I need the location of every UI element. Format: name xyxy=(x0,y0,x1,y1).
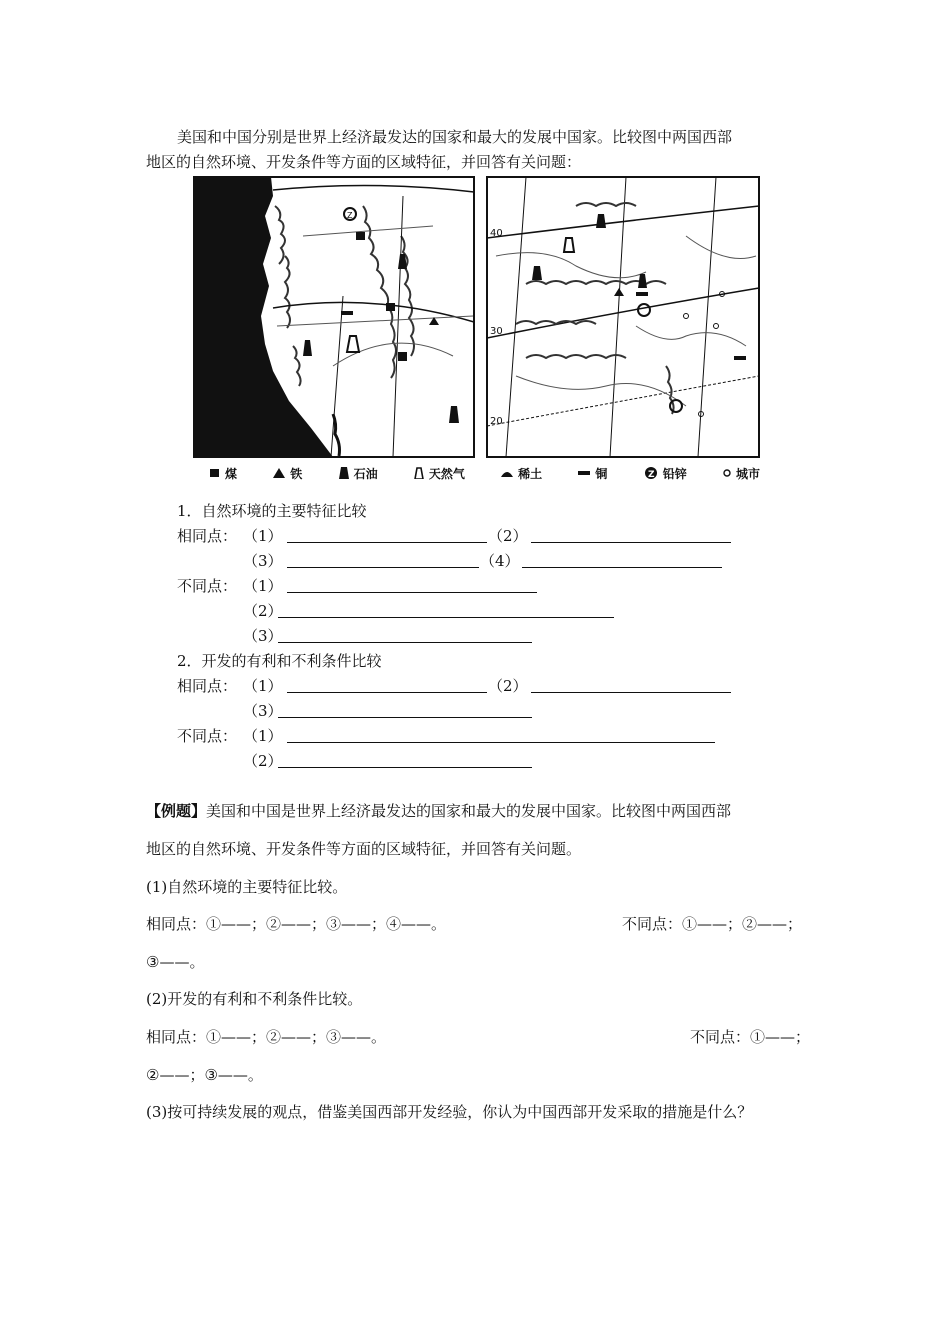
q1-same-label: 相同点： xyxy=(177,527,238,545)
q2-same-blank-2[interactable] xyxy=(531,692,731,693)
example-p1-diff: 不同点：①——；②——； xyxy=(622,915,803,933)
legend-coal: 煤 xyxy=(210,465,237,482)
legend-rare-earth: 稀土 xyxy=(501,465,542,482)
q1-same-n3: （3） xyxy=(243,552,283,570)
china-west-map xyxy=(486,176,760,458)
q2-diff-label: 不同点： xyxy=(177,727,238,745)
svg-text:Z: Z xyxy=(647,470,655,480)
lat-label-20: 20 xyxy=(490,416,503,427)
q1-diff-n2: （2） xyxy=(243,602,283,620)
intro-line-1: 美国和中国分别是世界上经济最发达的国家和最大的发展中国家。比较图中两国西部 xyxy=(177,128,733,146)
example-line-2: 地区的自然环境、开发条件等方面的区域特征，并回答有关问题。 xyxy=(146,840,582,858)
q2-diff-blank-2[interactable] xyxy=(278,767,532,768)
q1-same-n4: （4） xyxy=(480,552,520,570)
legend-lead-zinc: Z 铅锌 xyxy=(644,465,687,482)
q1-same-blank-2[interactable] xyxy=(531,542,731,543)
example-tag: 【例题】 xyxy=(146,802,207,820)
q1-title: 1．自然环境的主要特征比较 xyxy=(177,502,367,520)
q2-same-blank-1[interactable] xyxy=(287,692,487,693)
example-p1: (1)自然环境的主要特征比较。 xyxy=(146,878,348,896)
q1-same-blank-4[interactable] xyxy=(522,567,722,568)
usa-west-map xyxy=(193,176,475,458)
example-p2-cont: ②——；③——。 xyxy=(146,1066,263,1084)
iron-triangle-icon xyxy=(273,468,285,478)
q2-diff-n1: （1） xyxy=(243,727,283,745)
example-intro-1: 美国和中国是世界上经济最发达的国家和最大的发展中国家。比较图中两国西部 xyxy=(206,802,732,820)
q2-diff-blank-1[interactable] xyxy=(287,742,715,743)
q2-same-blank-3[interactable] xyxy=(278,717,532,718)
q1-diff-blank-2[interactable] xyxy=(278,617,614,618)
q1-diff-blank-3[interactable] xyxy=(278,642,532,643)
rare-earth-icon xyxy=(501,469,513,477)
lat-label-40: 40 xyxy=(490,228,503,239)
legend-iron: 铁 xyxy=(273,465,302,482)
example-line-1 xyxy=(146,801,731,821)
lead-zinc-icon xyxy=(644,466,658,480)
legend-oil: 石油 xyxy=(339,465,378,482)
q1-same-blank-3[interactable] xyxy=(287,567,479,568)
q1-diff-n3: （3） xyxy=(243,627,283,645)
q1-diff-blank-1[interactable] xyxy=(287,592,537,593)
q2-title: 2．开发的有利和不利条件比较 xyxy=(177,652,382,670)
q1-same-blank-1[interactable] xyxy=(287,542,487,543)
example-p3: (3)按可持续发展的观点，借鉴美国西部开发经验，你认为中国西部开发采取的措施是什么？ xyxy=(146,1103,753,1121)
map-legend xyxy=(210,462,770,484)
q2-same-n1: （1） xyxy=(243,677,283,695)
q1-same-n1: （1） xyxy=(243,527,283,545)
q2-same-label: 相同点： xyxy=(177,677,238,695)
example-p1-cont: ③——。 xyxy=(146,953,205,971)
q1-diff-n1: （1） xyxy=(243,577,283,595)
q2-same-n2: （2） xyxy=(488,677,528,695)
q1-diff-label: 不同点： xyxy=(177,577,238,595)
copper-dash-icon xyxy=(578,470,590,476)
intro-line-2: 地区的自然环境、开发条件等方面的区域特征，并回答有关问题： xyxy=(146,153,582,171)
q2-diff-n2: （2） xyxy=(243,752,283,770)
q2-same-n3: （3） xyxy=(243,702,283,720)
example-p2-diff: 不同点：①——； xyxy=(690,1028,811,1046)
example-p2: (2)开发的有利和不利条件比较。 xyxy=(146,990,363,1008)
oil-derrick-icon xyxy=(339,467,349,479)
example-p1-same: 相同点：①——；②——；③——；④——。 xyxy=(146,915,447,933)
svg-text:Z: Z xyxy=(347,211,353,220)
legend-copper: 铜 xyxy=(578,465,607,482)
example-p2-same: 相同点：①——；②——；③——。 xyxy=(146,1028,387,1046)
coal-square-icon xyxy=(210,468,220,478)
legend-gas: 天然气 xyxy=(414,465,465,482)
city-circle-icon xyxy=(723,469,731,477)
gas-derrick-icon xyxy=(414,467,424,479)
q1-same-n2: （2） xyxy=(488,527,528,545)
legend-city: 城市 xyxy=(723,465,760,482)
lat-label-30: 30 xyxy=(490,326,503,337)
